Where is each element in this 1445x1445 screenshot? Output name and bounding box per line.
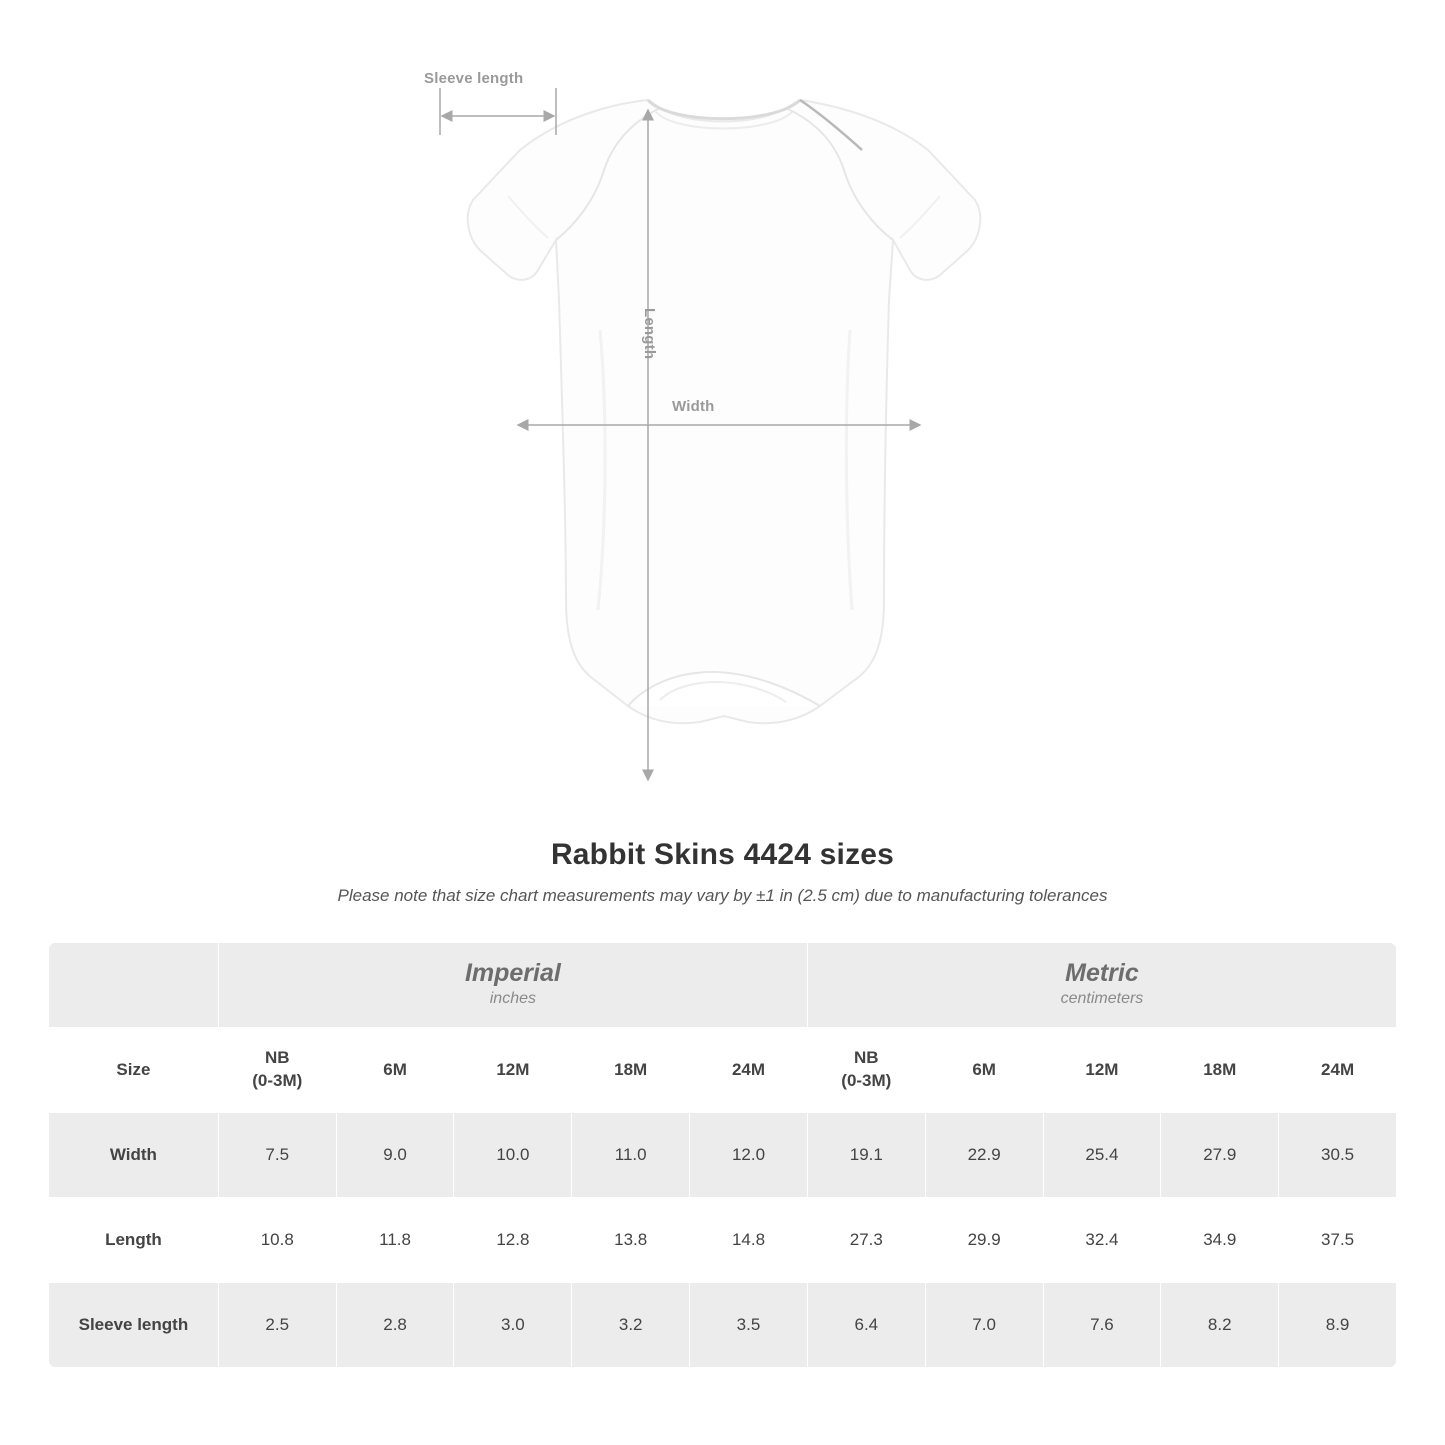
cell-sleeve-18m-in: 3.2 [572,1283,690,1368]
column-header-row [49,1028,1397,1113]
table-row [49,1113,1397,1198]
table-corner-cell [49,943,219,1028]
column-header-line1: NB [264,1048,290,1068]
row-label-width: Width [49,1113,219,1198]
cell-width-nb-in: 7.5 [218,1113,336,1198]
column-header-line2: (0-3M) [252,1071,303,1090]
cell-sleeve-nb-cm: 6.4 [807,1283,925,1368]
unit-group-imperial-sub: inches [489,990,536,1008]
column-header-line2: (0-3M) [841,1071,892,1090]
column-header-18m-imperial: 18M [572,1028,690,1113]
cell-sleeve-24m-in: 3.5 [690,1283,808,1368]
column-header-24m-imperial: 24M [690,1028,808,1113]
page-title: Rabbit Skins 4424 sizes [550,838,895,871]
cell-length-12m-in: 12.8 [454,1198,572,1283]
cell-width-12m-in: 10.0 [454,1113,572,1198]
row-label-length: Length [49,1198,219,1283]
cell-length-18m-in: 13.8 [572,1198,690,1283]
unit-group-metric-name: Metric [1065,959,1139,988]
width-label: Width [672,398,715,415]
cell-sleeve-24m-cm: 8.9 [1279,1283,1397,1368]
cell-sleeve-12m-in: 3.0 [454,1283,572,1368]
cell-sleeve-6m-cm: 7.0 [925,1283,1043,1368]
size-table [48,942,1397,1368]
tolerance-note: Please note that size chart measurements may vary by ±1 in (2.5 cm) due to manufacturing tolerances [337,886,1108,905]
size-table-wrapper [48,942,1397,1368]
cell-width-24m-cm: 30.5 [1279,1113,1397,1198]
cell-length-6m-in: 11.8 [336,1198,454,1283]
length-label: Length [641,308,658,360]
column-header-24m-metric: 24M [1279,1028,1397,1113]
unit-group-metric-sub: centimeters [1060,990,1144,1008]
cell-sleeve-nb-in: 2.5 [218,1283,336,1368]
column-header-nb-imperial [218,1028,336,1113]
cell-length-12m-cm: 32.4 [1043,1198,1161,1283]
column-header-12m-metric: 12M [1043,1028,1161,1113]
row-label-sleeve-length: Sleeve length [49,1283,219,1368]
cell-sleeve-6m-in: 2.8 [336,1283,454,1368]
column-header-6m-imperial: 6M [336,1028,454,1113]
measure-sleeve-length [440,88,556,135]
cell-sleeve-12m-cm: 7.6 [1043,1283,1161,1368]
column-header-12m-imperial: 12M [454,1028,572,1113]
column-header-6m-metric: 6M [925,1028,1043,1113]
cell-length-18m-cm: 34.9 [1161,1198,1279,1283]
sleeve-length-label: Sleeve length [424,70,524,87]
column-header-18m-metric: 18M [1161,1028,1279,1113]
table-row [49,1198,1397,1283]
cell-length-6m-cm: 29.9 [925,1198,1043,1283]
cell-length-24m-cm: 37.5 [1279,1198,1397,1283]
cell-width-18m-in: 11.0 [572,1113,690,1198]
cell-length-nb-cm: 27.3 [807,1198,925,1283]
row-header-label: Size [49,1028,219,1113]
unit-group-imperial [218,943,807,1028]
table-row [49,1283,1397,1368]
cell-width-24m-in: 12.0 [690,1113,808,1198]
cell-length-nb-in: 10.8 [218,1198,336,1283]
cell-width-6m-in: 9.0 [336,1113,454,1198]
cell-sleeve-18m-cm: 8.2 [1161,1283,1279,1368]
cell-length-24m-in: 14.8 [690,1198,808,1283]
cell-width-18m-cm: 27.9 [1161,1113,1279,1198]
unit-group-imperial-name: Imperial [464,959,561,988]
cell-width-nb-cm: 19.1 [807,1113,925,1198]
column-header-nb-metric [807,1028,925,1113]
unit-group-metric [807,943,1396,1028]
cell-width-12m-cm: 25.4 [1043,1113,1161,1198]
bodysuit-shape [468,100,980,723]
cell-width-6m-cm: 22.9 [925,1113,1043,1198]
unit-group-row [49,943,1397,1028]
column-header-line1: NB [854,1048,879,1068]
